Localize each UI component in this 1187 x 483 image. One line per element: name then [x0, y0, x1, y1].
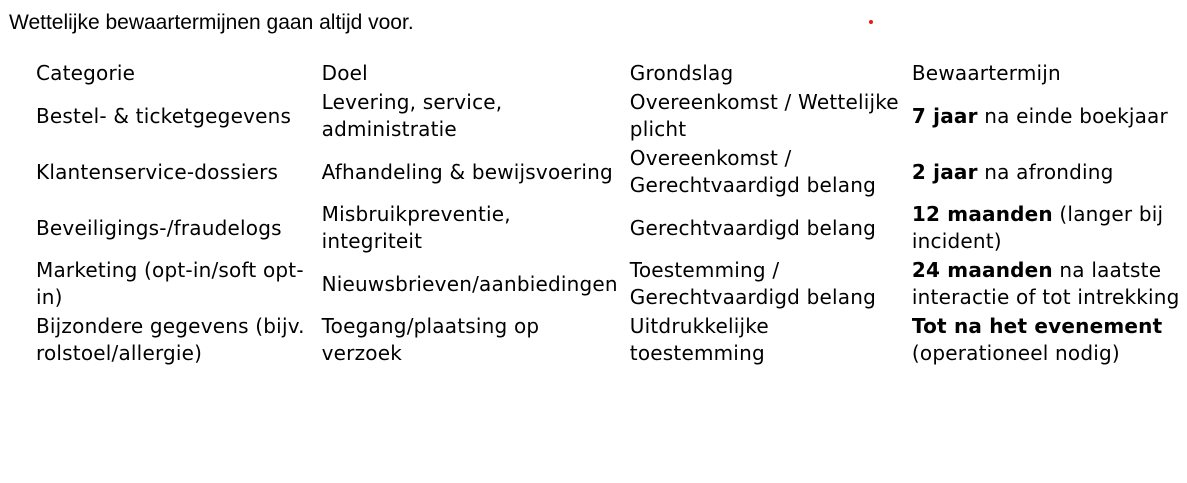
term-detail: na laatste interactie of tot intrekking — [911, 258, 1180, 309]
cell-categorie: Bijzondere gegevens (bijv. rolstoel/allergie) — [36, 314, 305, 365]
cell-doel: Misbruikpreventie, integriteit — [321, 202, 511, 253]
cell-doel: Toegang/plaatsing op verzoek — [321, 314, 540, 365]
term-duration: Tot na het evenement — [911, 314, 1163, 338]
header-categorie: Categorie — [36, 60, 136, 85]
cell-bewaartermijn — [906, 200, 1187, 256]
cell-grondslag: Uitdrukkelijke toestemming — [629, 314, 769, 365]
table-row — [30, 144, 1187, 200]
table-row — [30, 312, 1187, 368]
header-doel: Doel — [321, 60, 368, 85]
red-dot-marker — [869, 20, 873, 24]
cell-categorie: Klantenservice-dossiers — [36, 159, 279, 184]
term-duration: 24 maanden — [911, 258, 1053, 282]
cell-doel: Nieuwsbrieven/aanbiedingen — [321, 271, 618, 296]
cell-grondslag: Toestemming / Gerechtvaardigd belang — [629, 258, 877, 309]
term-duration: 2 jaar — [911, 159, 978, 184]
cell-grondslag: Overeenkomst / Wettelijke plicht — [629, 90, 899, 141]
cell-grondslag: Gerechtvaardigd belang — [629, 215, 877, 240]
term-detail: na afronding — [977, 159, 1114, 184]
term-detail: na einde boekjaar — [977, 103, 1168, 128]
term-duration: 12 maanden — [911, 202, 1053, 226]
header-bewaartermijn: Bewaartermijn — [911, 60, 1061, 85]
table-row — [30, 200, 1187, 256]
intro-text: Wettelijke bewaartermijnen gaan altijd voor. — [9, 11, 414, 34]
table-row — [30, 256, 1187, 312]
retention-table — [30, 58, 1187, 368]
cell-bewaartermijn — [906, 312, 1187, 368]
term-detail: (langer bij incident) — [911, 202, 1164, 253]
term-detail: (operationeel nodig) — [911, 341, 1120, 365]
cell-bewaartermijn — [906, 256, 1187, 312]
term-duration: 7 jaar — [911, 103, 978, 128]
cell-grondslag: Overeenkomst / Gerechtvaardigd belang — [629, 146, 877, 197]
header-grondslag: Grondslag — [629, 60, 734, 85]
cell-bewaartermijn — [906, 144, 1187, 200]
cell-categorie: Bestel- & ticketgegevens — [36, 103, 292, 128]
table-row — [30, 88, 1187, 144]
cell-categorie: Marketing (opt-in/soft opt-in) — [36, 258, 304, 309]
table-header-row — [30, 58, 1187, 88]
cell-categorie: Beveiligings-/fraudelogs — [36, 215, 282, 240]
cell-doel: Levering, service, administratie — [321, 90, 503, 141]
cell-bewaartermijn — [906, 88, 1187, 144]
cell-doel: Afhandeling & bewijsvoering — [321, 159, 613, 184]
